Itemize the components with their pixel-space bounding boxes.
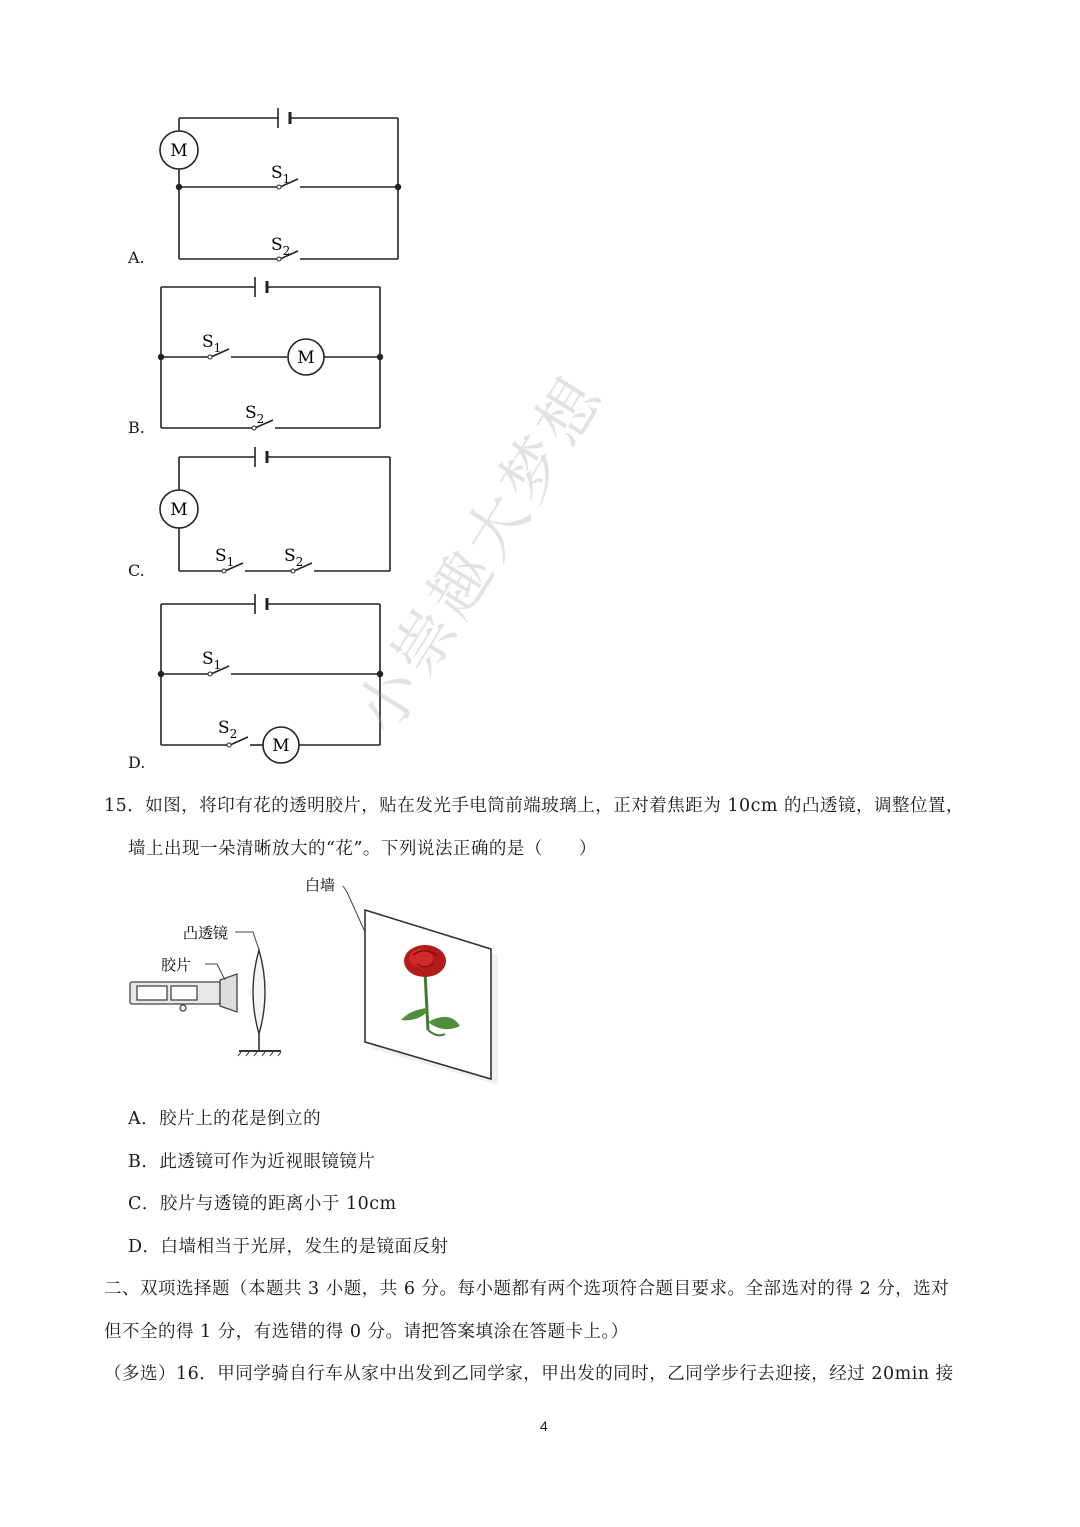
switch-s2-label: S (284, 546, 296, 566)
circuit-diagram-a (150, 100, 420, 270)
section-2-heading-line-2: 但不全的得 1 分，有选错的得 0 分。请把答案填涂在答题卡上。） (104, 1322, 629, 1342)
q15-choice-b: B．此透镜可作为近视眼镜镜片 (128, 1152, 376, 1172)
lens-label: 凸透镜 (183, 924, 229, 942)
wall-label: 白墙 (305, 876, 336, 894)
q15-choice-d: D．白墙相当于光屏，发生的是镜面反射 (128, 1237, 449, 1257)
switch-s2-sub: 2 (229, 727, 238, 741)
switch-s2-sub: 2 (282, 244, 291, 258)
svg-text:S2 (218, 718, 237, 741)
switch-s2-sub: 2 (256, 412, 265, 426)
svg-text:S1 (202, 649, 221, 672)
svg-text:S1 (202, 332, 221, 355)
watermark: 小崇趣大梦想 (341, 360, 620, 746)
option-c-label: C. (128, 561, 145, 580)
switch-s2-sub: 2 (295, 555, 304, 569)
switch-s1-sub: 1 (213, 658, 222, 672)
switch-s1-label: S (202, 332, 214, 352)
switch-s1-sub: 1 (282, 172, 291, 186)
option-d-label: D. (128, 753, 146, 772)
switch-s1-label: S (202, 649, 214, 669)
switch-s1-label: S (271, 163, 283, 183)
circuit-diagram-c (150, 445, 410, 585)
q15-choice-a: A．胶片上的花是倒立的 (128, 1109, 322, 1129)
page-number: 4 (540, 1418, 548, 1434)
svg-text:S2 (284, 546, 303, 569)
white-wall (365, 910, 491, 1079)
q15-choice-c: C．胶片与透镜的距离小于 10cm (128, 1194, 397, 1214)
question-15-line-2: 墙上出现一朵清晰放大的“花”。下列说法正确的是（ ） (128, 839, 597, 859)
convex-lens-icon (238, 950, 281, 1056)
switch-s2-label: S (218, 718, 230, 738)
switch-s1-label: S (215, 546, 227, 566)
circuit-diagram-b (150, 275, 400, 440)
svg-text:S2 (245, 403, 264, 426)
motor-label: M (297, 348, 315, 368)
motor-label: M (272, 736, 290, 756)
switch-s1-sub: 1 (213, 341, 222, 355)
switch-s2-label: S (245, 403, 257, 423)
switch-s1-sub: 1 (226, 555, 235, 569)
option-b-label: B. (128, 418, 145, 437)
film-label: 胶片 (161, 956, 192, 974)
section-2-heading-line-1: 二、双项选择题（本题共 3 小题，共 6 分。每小题都有两个选项符合题目要求。全部选对的得 2 分，选对 (104, 1279, 950, 1299)
question-15-line-1: 15．如图，将印有花的透明胶片，贴在发光手电筒前端玻璃上，正对着焦距为 10cm 的凸透镜，调整位置， (104, 796, 965, 816)
svg-text:S2 (271, 235, 290, 258)
option-a-label: A. (128, 248, 145, 267)
motor-label: M (170, 500, 188, 520)
lens-projection-figure (125, 870, 505, 1085)
svg-text:S1 (215, 546, 234, 569)
question-16-line-1: （多选）16．甲同学骑自行车从家中出发到乙同学家，甲出发的同时，乙同学步行去迎接，经过 20min 接 (104, 1364, 954, 1384)
flashlight-icon (130, 974, 237, 1012)
motor-label: M (170, 141, 188, 161)
switch-s2-label: S (271, 235, 283, 255)
svg-text:S1 (271, 163, 290, 186)
